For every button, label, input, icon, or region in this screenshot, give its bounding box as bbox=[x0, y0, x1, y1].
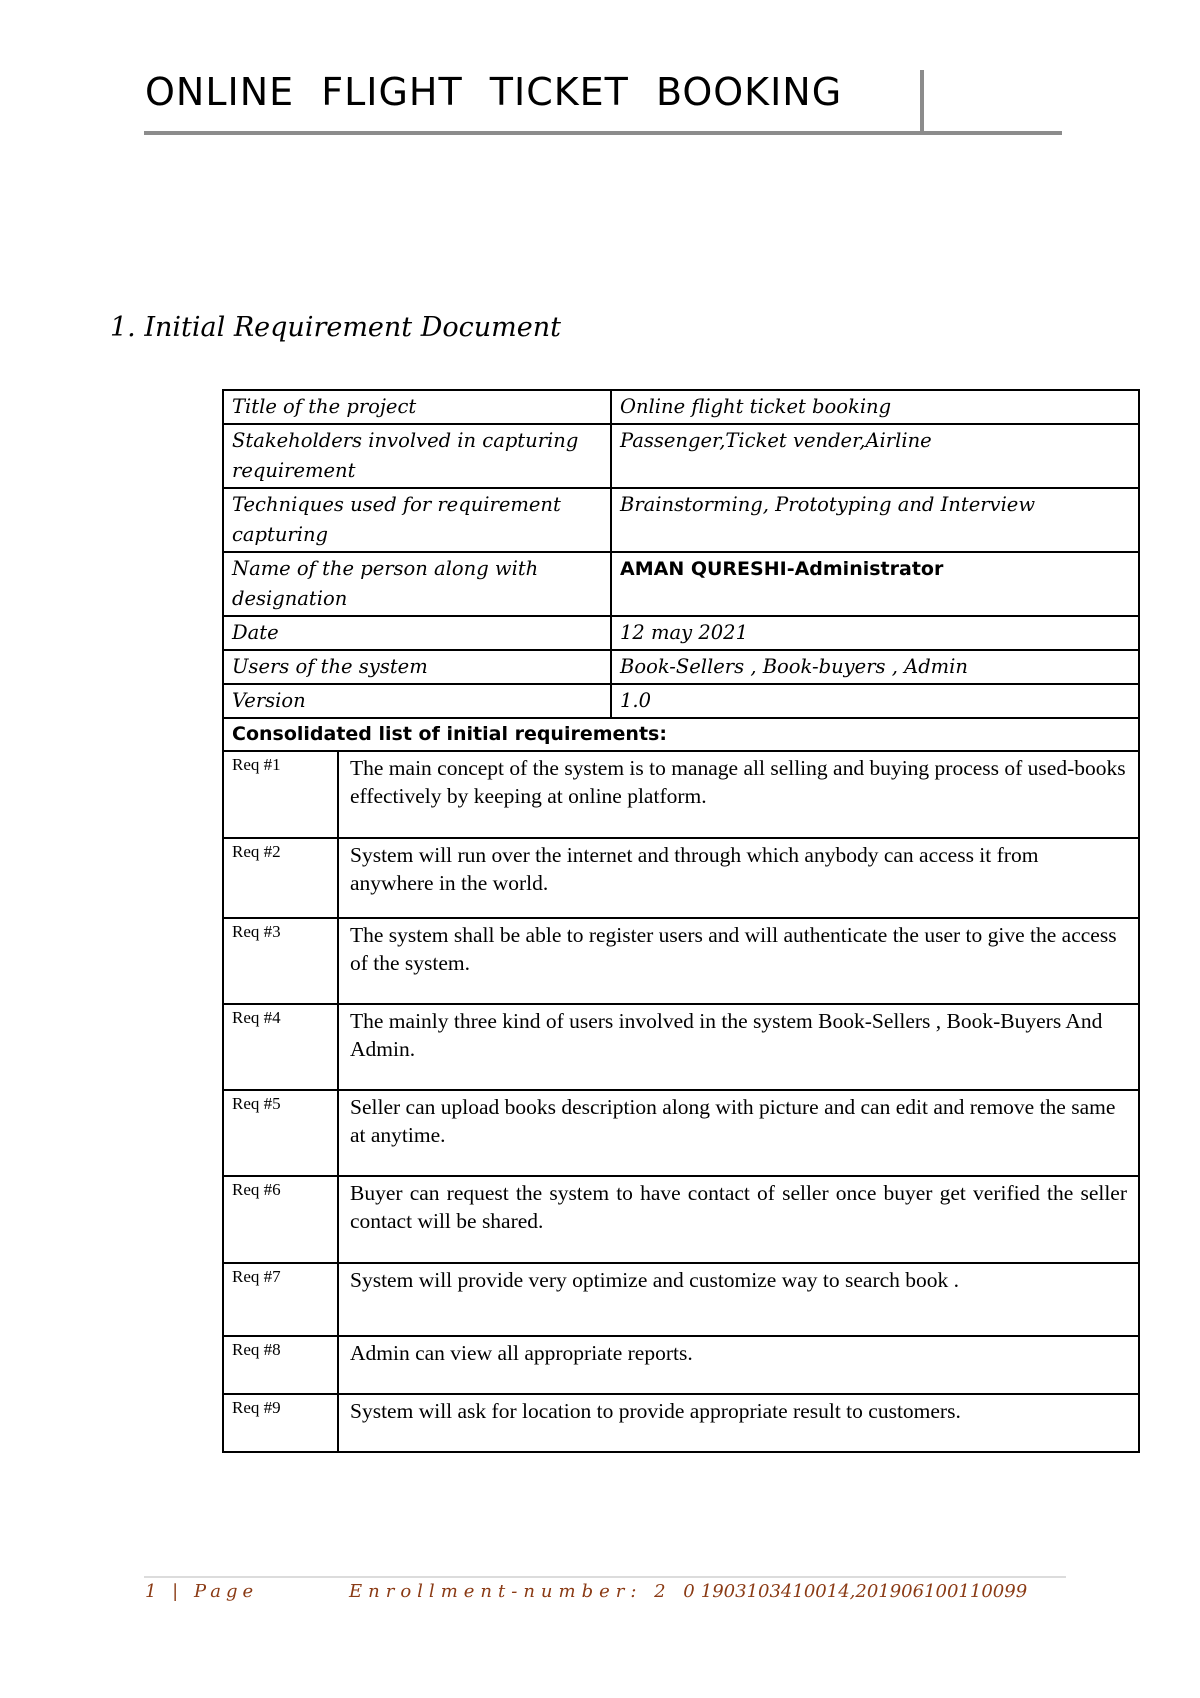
row-label: Techniques used for requirement capturing bbox=[223, 488, 611, 552]
page-footer bbox=[145, 1581, 1028, 1602]
table-row bbox=[223, 684, 1139, 718]
row-label: Version bbox=[223, 684, 611, 718]
consolidated-heading: Consolidated list of initial requirements: bbox=[223, 718, 1139, 751]
header-rule bbox=[144, 131, 1062, 135]
requirement-id: Req #4 bbox=[223, 1004, 338, 1090]
row-value: Book-Sellers , Book-buyers , Admin bbox=[611, 650, 1139, 684]
requirement-id: Req #5 bbox=[223, 1090, 338, 1176]
requirement-id: Req #2 bbox=[223, 838, 338, 918]
row-label: Title of the project bbox=[223, 390, 611, 424]
enrollment-number bbox=[349, 1581, 1027, 1602]
table-row bbox=[223, 718, 1139, 751]
header-divider bbox=[920, 70, 924, 134]
table-row bbox=[223, 650, 1139, 684]
requirement-text: System will run over the internet and through which anybody can access it from anywhere in the world. bbox=[338, 838, 1139, 918]
row-label: Name of the person along with designation bbox=[223, 552, 611, 616]
row-value: Passenger,Ticket vender,Airline bbox=[611, 424, 1139, 488]
requirement-text: The system shall be able to register users and will authenticate the user to give the access of the system. bbox=[338, 918, 1139, 1004]
row-label: Users of the system bbox=[223, 650, 611, 684]
requirement-text: Seller can upload books description along with picture and can edit and remove the same at anytime. bbox=[338, 1090, 1139, 1176]
requirement-id: Req #9 bbox=[223, 1394, 338, 1452]
requirement-row bbox=[223, 1394, 1139, 1452]
row-value: AMAN QURESHI-Administrator bbox=[611, 552, 1139, 616]
enrollment-values: 1903103410014,201906100110099 bbox=[700, 1581, 1028, 1602]
table-row bbox=[223, 488, 1139, 552]
requirement-row bbox=[223, 1090, 1139, 1176]
page-number: 1 | Page bbox=[145, 1581, 259, 1602]
requirement-id: Req #7 bbox=[223, 1263, 338, 1336]
requirement-text: The mainly three kind of users involved in the system Book-Sellers , Book-Buyers And Admin. bbox=[338, 1004, 1139, 1090]
table-row bbox=[223, 616, 1139, 650]
row-value: 1.0 bbox=[611, 684, 1139, 718]
requirement-row bbox=[223, 918, 1139, 1004]
row-value: 12 may 2021 bbox=[611, 616, 1139, 650]
requirement-row bbox=[223, 1004, 1139, 1090]
requirement-id: Req #3 bbox=[223, 918, 338, 1004]
requirement-text: System will provide very optimize and customize way to search book . bbox=[338, 1263, 1139, 1336]
table-row bbox=[223, 424, 1139, 488]
requirement-row bbox=[223, 1176, 1139, 1263]
row-value: Brainstorming, Prototyping and Interview bbox=[611, 488, 1139, 552]
document-header-title: ONLINE FLIGHT TICKET BOOKING bbox=[145, 70, 843, 114]
requirement-id: Req #8 bbox=[223, 1336, 338, 1394]
row-label: Stakeholders involved in capturing requirement bbox=[223, 424, 611, 488]
row-label: Date bbox=[223, 616, 611, 650]
footer-rule bbox=[144, 1576, 1066, 1578]
requirement-text: System will ask for location to provide appropriate result to customers. bbox=[338, 1394, 1139, 1452]
table-row bbox=[223, 390, 1139, 424]
enrollment-label: Enrollment-number: 2 0 bbox=[349, 1581, 701, 1602]
row-value: Online flight ticket booking bbox=[611, 390, 1139, 424]
section-title: 1. Initial Requirement Document bbox=[110, 312, 561, 343]
requirements-table bbox=[222, 389, 1140, 1453]
requirement-id: Req #1 bbox=[223, 751, 338, 838]
requirement-row bbox=[223, 1263, 1139, 1336]
requirement-row bbox=[223, 838, 1139, 918]
requirement-text: Admin can view all appropriate reports. bbox=[338, 1336, 1139, 1394]
table-row bbox=[223, 552, 1139, 616]
requirement-text: The main concept of the system is to manage all selling and buying process of used-books effectively by keeping at online platform. bbox=[338, 751, 1139, 838]
requirement-id: Req #6 bbox=[223, 1176, 338, 1263]
requirement-row bbox=[223, 751, 1139, 838]
requirement-row bbox=[223, 1336, 1139, 1394]
requirement-text: Buyer can request the system to have contact of seller once buyer get verified the seller contact will be shared. bbox=[338, 1176, 1139, 1263]
